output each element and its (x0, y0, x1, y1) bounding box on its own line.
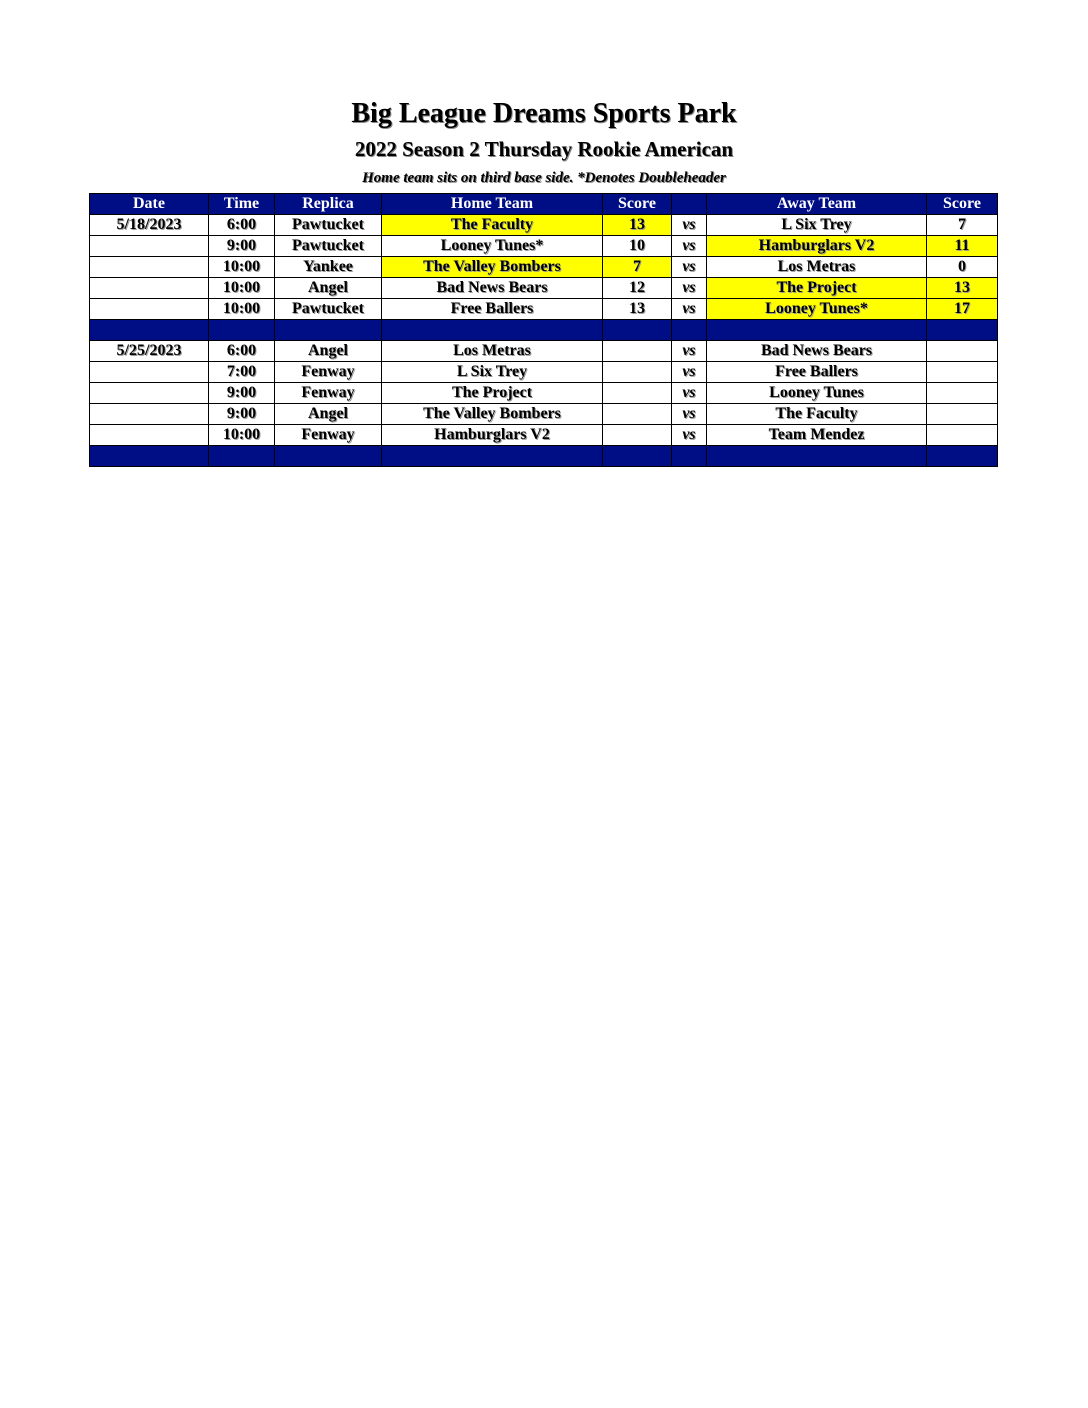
col-header-replica: Replica (275, 194, 382, 215)
cell-replica: Yankee (275, 257, 382, 278)
separator-cell (927, 320, 998, 341)
cell-vs: vs (672, 425, 707, 446)
cell-date (90, 299, 209, 320)
table-row (90, 404, 998, 425)
cell-home-team: L Six Trey (382, 362, 603, 383)
cell-away-score (927, 341, 998, 362)
cell-away-score: 7 (927, 215, 998, 236)
cell-home-score: 13 (603, 299, 672, 320)
cell-vs: vs (672, 257, 707, 278)
cell-date: 5/18/2023 (90, 215, 209, 236)
cell-time: 10:00 (209, 425, 275, 446)
table-row (90, 299, 998, 320)
cell-replica: Angel (275, 404, 382, 425)
cell-vs: vs (672, 341, 707, 362)
cell-home-team: Hamburglars V2 (382, 425, 603, 446)
table-row (90, 278, 998, 299)
cell-time: 10:00 (209, 299, 275, 320)
separator-cell (209, 446, 275, 467)
col-header-date: Date (90, 194, 209, 215)
cell-replica: Angel (275, 278, 382, 299)
cell-home-team: Free Ballers (382, 299, 603, 320)
cell-away-score: 13 (927, 278, 998, 299)
cell-time: 6:00 (209, 341, 275, 362)
separator-cell (707, 320, 927, 341)
cell-vs: vs (672, 215, 707, 236)
cell-home-score (603, 425, 672, 446)
col-header-time: Time (209, 194, 275, 215)
cell-home-team: Bad News Bears (382, 278, 603, 299)
cell-vs: vs (672, 299, 707, 320)
cell-away-score (927, 362, 998, 383)
cell-away-score (927, 404, 998, 425)
table-row (90, 425, 998, 446)
cell-vs: vs (672, 383, 707, 404)
cell-home-score: 13 (603, 215, 672, 236)
separator-cell (382, 320, 603, 341)
cell-date: 5/25/2023 (90, 341, 209, 362)
col-header-away-score: Score (927, 194, 998, 215)
separator-cell (707, 446, 927, 467)
cell-vs: vs (672, 362, 707, 383)
cell-replica: Pawtucket (275, 215, 382, 236)
page-title: Big League Dreams Sports Park (351, 98, 737, 129)
cell-away-team: Los Metras (707, 257, 927, 278)
cell-home-team: The Valley Bombers (382, 257, 603, 278)
table-row (90, 236, 998, 257)
cell-vs: vs (672, 278, 707, 299)
cell-away-score (927, 425, 998, 446)
cell-time: 10:00 (209, 257, 275, 278)
cell-time: 6:00 (209, 215, 275, 236)
schedule-note: Home team sits on third base side. *Denotes Doubleheader (362, 170, 726, 186)
col-header-vs (672, 194, 707, 215)
separator-cell (603, 320, 672, 341)
cell-home-score (603, 341, 672, 362)
col-header-away-team: Away Team (707, 194, 927, 215)
cell-date (90, 362, 209, 383)
cell-date (90, 425, 209, 446)
cell-home-score: 12 (603, 278, 672, 299)
cell-time: 9:00 (209, 383, 275, 404)
cell-replica: Fenway (275, 383, 382, 404)
cell-away-team: Free Ballers (707, 362, 927, 383)
cell-time: 7:00 (209, 362, 275, 383)
table-header-row (90, 194, 998, 215)
cell-away-team: Hamburglars V2 (707, 236, 927, 257)
cell-date (90, 278, 209, 299)
cell-away-team: The Faculty (707, 404, 927, 425)
cell-date (90, 236, 209, 257)
cell-home-score: 7 (603, 257, 672, 278)
cell-away-score (927, 383, 998, 404)
separator-cell (209, 320, 275, 341)
cell-away-team: Looney Tunes (707, 383, 927, 404)
cell-home-team: The Faculty (382, 215, 603, 236)
cell-home-team: The Project (382, 383, 603, 404)
cell-away-team: L Six Trey (707, 215, 927, 236)
cell-home-score (603, 404, 672, 425)
separator-cell (603, 446, 672, 467)
cell-home-score: 10 (603, 236, 672, 257)
table-row (90, 257, 998, 278)
cell-time: 9:00 (209, 404, 275, 425)
cell-replica: Fenway (275, 362, 382, 383)
cell-time: 10:00 (209, 278, 275, 299)
cell-away-team: Bad News Bears (707, 341, 927, 362)
cell-replica: Pawtucket (275, 299, 382, 320)
cell-home-team: The Valley Bombers (382, 404, 603, 425)
separator-cell (382, 446, 603, 467)
separator-cell (90, 446, 209, 467)
cell-away-score: 11 (927, 236, 998, 257)
schedule-table (89, 193, 998, 467)
cell-time: 9:00 (209, 236, 275, 257)
cell-date (90, 257, 209, 278)
col-header-home-team: Home Team (382, 194, 603, 215)
col-header-home-score: Score (603, 194, 672, 215)
cell-away-score: 17 (927, 299, 998, 320)
separator-cell (90, 320, 209, 341)
table-row (90, 383, 998, 404)
week-separator-row (90, 320, 998, 341)
cell-replica: Pawtucket (275, 236, 382, 257)
cell-vs: vs (672, 404, 707, 425)
cell-away-team: The Project (707, 278, 927, 299)
cell-vs: vs (672, 236, 707, 257)
cell-home-team: Looney Tunes* (382, 236, 603, 257)
page-subtitle: 2022 Season 2 Thursday Rookie American (354, 137, 734, 161)
cell-date (90, 383, 209, 404)
separator-cell (672, 320, 707, 341)
cell-away-team: Looney Tunes* (707, 299, 927, 320)
cell-date (90, 404, 209, 425)
table-row (90, 341, 998, 362)
separator-cell (672, 446, 707, 467)
cell-replica: Fenway (275, 425, 382, 446)
separator-cell (275, 320, 382, 341)
cell-home-score (603, 362, 672, 383)
cell-home-team: Los Metras (382, 341, 603, 362)
cell-away-score: 0 (927, 257, 998, 278)
cell-replica: Angel (275, 341, 382, 362)
week-separator-row (90, 446, 998, 467)
cell-away-team: Team Mendez (707, 425, 927, 446)
separator-cell (927, 446, 998, 467)
table-row (90, 362, 998, 383)
cell-home-score (603, 383, 672, 404)
separator-cell (275, 446, 382, 467)
table-row (90, 215, 998, 236)
